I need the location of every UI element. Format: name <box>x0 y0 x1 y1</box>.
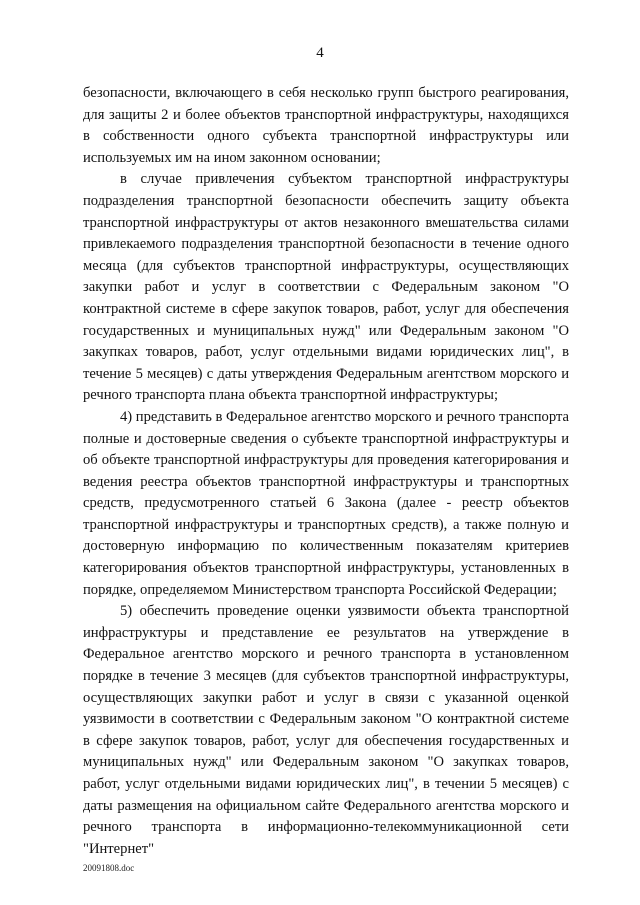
paragraph-item-5: 5) обеспечить проведение оценки уязвимости объекта транспортной инфраструктуры и представление ее результатов на утверждение в Федеральное агентство морского и речного транспорта в установленном порядке в течение 3 месяцев (для субъектов транспортной инфраструктуры, осуществляющих закупки работ и услуг в связи с указанной оценкой уязвимости в соответствии с Федеральным законом "О контрактной системе в сфере закупок товаров, работ, услуг для обеспечения государственных и муниципальных нужд" или Федеральным законом "О закупках товаров, работ, услуг отдельными видами юридических лиц", в течении 5 месяцев) с даты размещения на официальном сайте Федерального агентства морского и речного транспорта в информационно-телекоммуникационной сети "Интернет" <box>83 603 569 857</box>
page-number: 4 <box>316 45 324 61</box>
paragraph-continuation: безопасности, включающего в себя несколько групп быстрого реагирования, для защиты 2 и более объектов транспортной инфраструктуры, находящихся в собственности одного субъекта транспортной инфраструктуры или используемых им на ином законном основании; <box>83 85 569 166</box>
paragraph-item-4: 4) представить в Федеральное агентство морского и речного транспорта полные и достоверные сведения о субъекте транспортной инфраструктуры и об объекте транспортной инфраструктуры для проведения категорирования и ведения реестра объектов транспортной инфраструктуры и транспортных средств, предусмотренного статьей 6 Закона (далее - реестр объектов транспортной инфраструктуры и транспортных средств), а также полную и достоверную информацию по количественным показателям критериев категорирования объектов транспортной инфраструктуры, установленных в порядке, определяемом Министерством транспорта Российской Федерации; <box>83 408 569 598</box>
document-body <box>83 83 569 860</box>
paragraph-security-unit: в случае привлечения субъектом транспортной инфраструктуры подразделения транспортной безопасности обеспечить защиту объекта транспортной инфраструктуры от актов незаконного вмешательства силами привлекаемого подразделения транспортной безопасности в течение одного месяца (для субъектов транспортной инфраструктуры, осуществляющих закупки работ и услуг в соответствии с Федеральным законом "О контрактной системе в сфере закупок товаров, работ, услуг для обеспечения государственных и муниципальных нужд" или Федеральным законом "О закупках товаров, работ, услуг отдельными видами юридических лиц", в течение 5 месяцев) с даты утверждения Федеральным агентством морского и речного транспорта плана объекта транспортной инфраструктуры; <box>83 171 569 404</box>
footer-file-name: 20091808.doc <box>83 863 135 873</box>
